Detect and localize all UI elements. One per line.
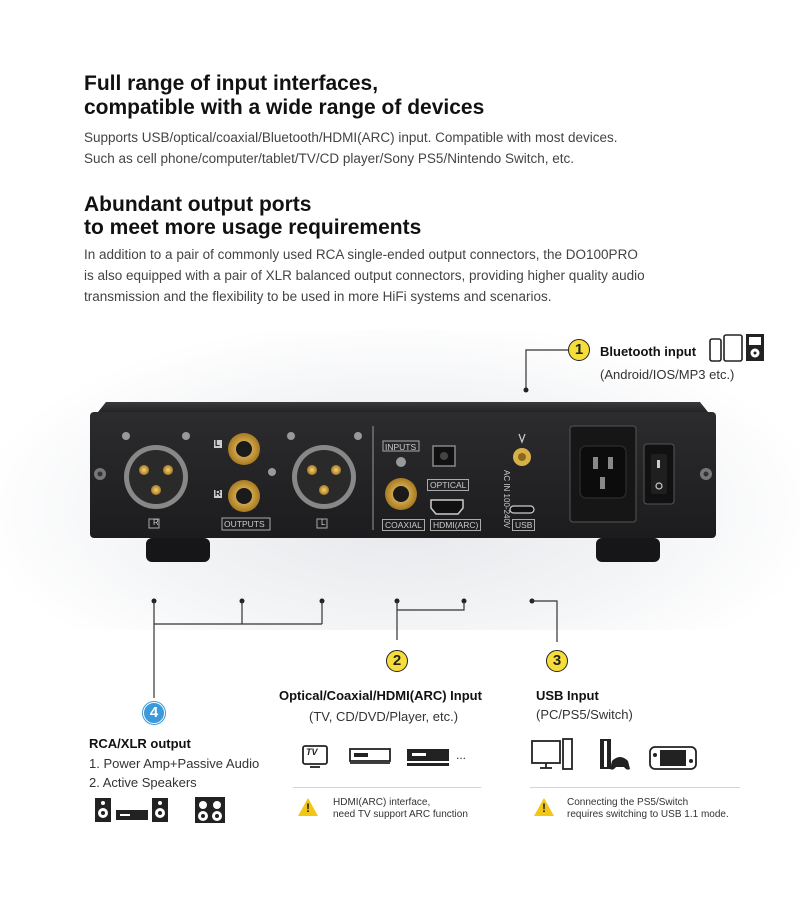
heading-input-line1: Full range of input interfaces, — [84, 72, 379, 95]
tv-icon-label: TV — [306, 747, 318, 757]
bluetooth-subtitle: (Android/IOS/MP3 etc.) — [600, 367, 735, 382]
speaker-amp-icons — [94, 795, 234, 825]
divider-usb — [530, 787, 740, 788]
phone-tablet-mp3-icon — [708, 332, 768, 364]
bluetooth-leader-line — [520, 342, 570, 394]
warning-icon — [298, 798, 318, 816]
label-hdmi: HDMI(ARC) — [430, 519, 481, 531]
usb-note-line2: requires switching to USB 1.1 mode. — [567, 809, 729, 820]
paragraph-output-line3: transmission and the flexibility to be used in more HiFi systems and scenarios. — [84, 289, 552, 304]
badge-2: 2 — [386, 650, 408, 672]
output-item-1: 1. Power Amp+Passive Audio — [89, 756, 260, 771]
label-ac-in: AC IN 100-240V — [502, 470, 511, 529]
label-optical: OPTICAL — [427, 479, 469, 491]
optical-note-line1: HDMI(ARC) interface, — [333, 797, 431, 808]
paragraph-input-line1: Supports USB/optical/coaxial/Bluetooth/HDMI(ARC) input. Compatible with most devices. — [84, 130, 618, 145]
label-rca-r: R — [215, 489, 221, 498]
paragraph-output-line2: is also equipped with a pair of XLR balanced output connectors, providing higher quality audio — [84, 268, 645, 283]
label-outputs: OUTPUTS — [224, 519, 265, 529]
paragraph-output-line1: In addition to a pair of commonly used RCA single-ended output connectors, the DO100PRO — [84, 247, 638, 262]
output-item-2: 2. Active Speakers — [89, 775, 197, 790]
usb-title: USB Input — [536, 688, 599, 703]
paragraph-input-line2: Such as cell phone/computer/tablet/TV/CD player/Sony PS5/Nintendo Switch, etc. — [84, 151, 575, 166]
label-xlr-r: R — [153, 518, 159, 527]
usb-note-line1: Connecting the PS5/Switch — [567, 797, 689, 808]
heading-output-line2: to meet more usage requirements — [84, 216, 422, 239]
pc-ps5-switch-icons — [530, 735, 710, 775]
bluetooth-title: Bluetooth input — [600, 344, 697, 359]
badge-4: 4 — [143, 702, 165, 724]
label-coaxial: COAXIAL — [382, 519, 425, 531]
more-devices-ellipsis: ... — [456, 748, 467, 762]
heading-output-line1: Abundant output ports — [84, 193, 312, 216]
heading-input-line2: compatible with a wide range of devices — [84, 96, 485, 119]
usb-subtitle: (PC/PS5/Switch) — [536, 707, 633, 722]
output-title: RCA/XLR output — [89, 736, 191, 751]
optical-subtitle: (TV, CD/DVD/Player, etc.) — [309, 709, 459, 724]
warning-icon — [534, 798, 554, 816]
dac-device-illustration — [86, 402, 720, 567]
badge-1: 1 — [568, 339, 590, 361]
divider-optical — [293, 787, 481, 788]
label-inputs: INPUTS — [385, 442, 417, 452]
label-usb: USB — [512, 519, 535, 531]
badge-3: 3 — [546, 650, 568, 672]
label-rca-l: L — [215, 439, 220, 448]
dac-rear-panel — [86, 402, 720, 567]
optical-title: Optical/Coaxial/HDMI(ARC) Input — [279, 688, 482, 703]
tv-dvd-player-icons — [300, 740, 480, 772]
optical-note-line2: need TV support ARC function — [333, 809, 468, 820]
label-xlr-l: L — [321, 518, 326, 527]
output-input-leader-lines — [0, 590, 800, 700]
